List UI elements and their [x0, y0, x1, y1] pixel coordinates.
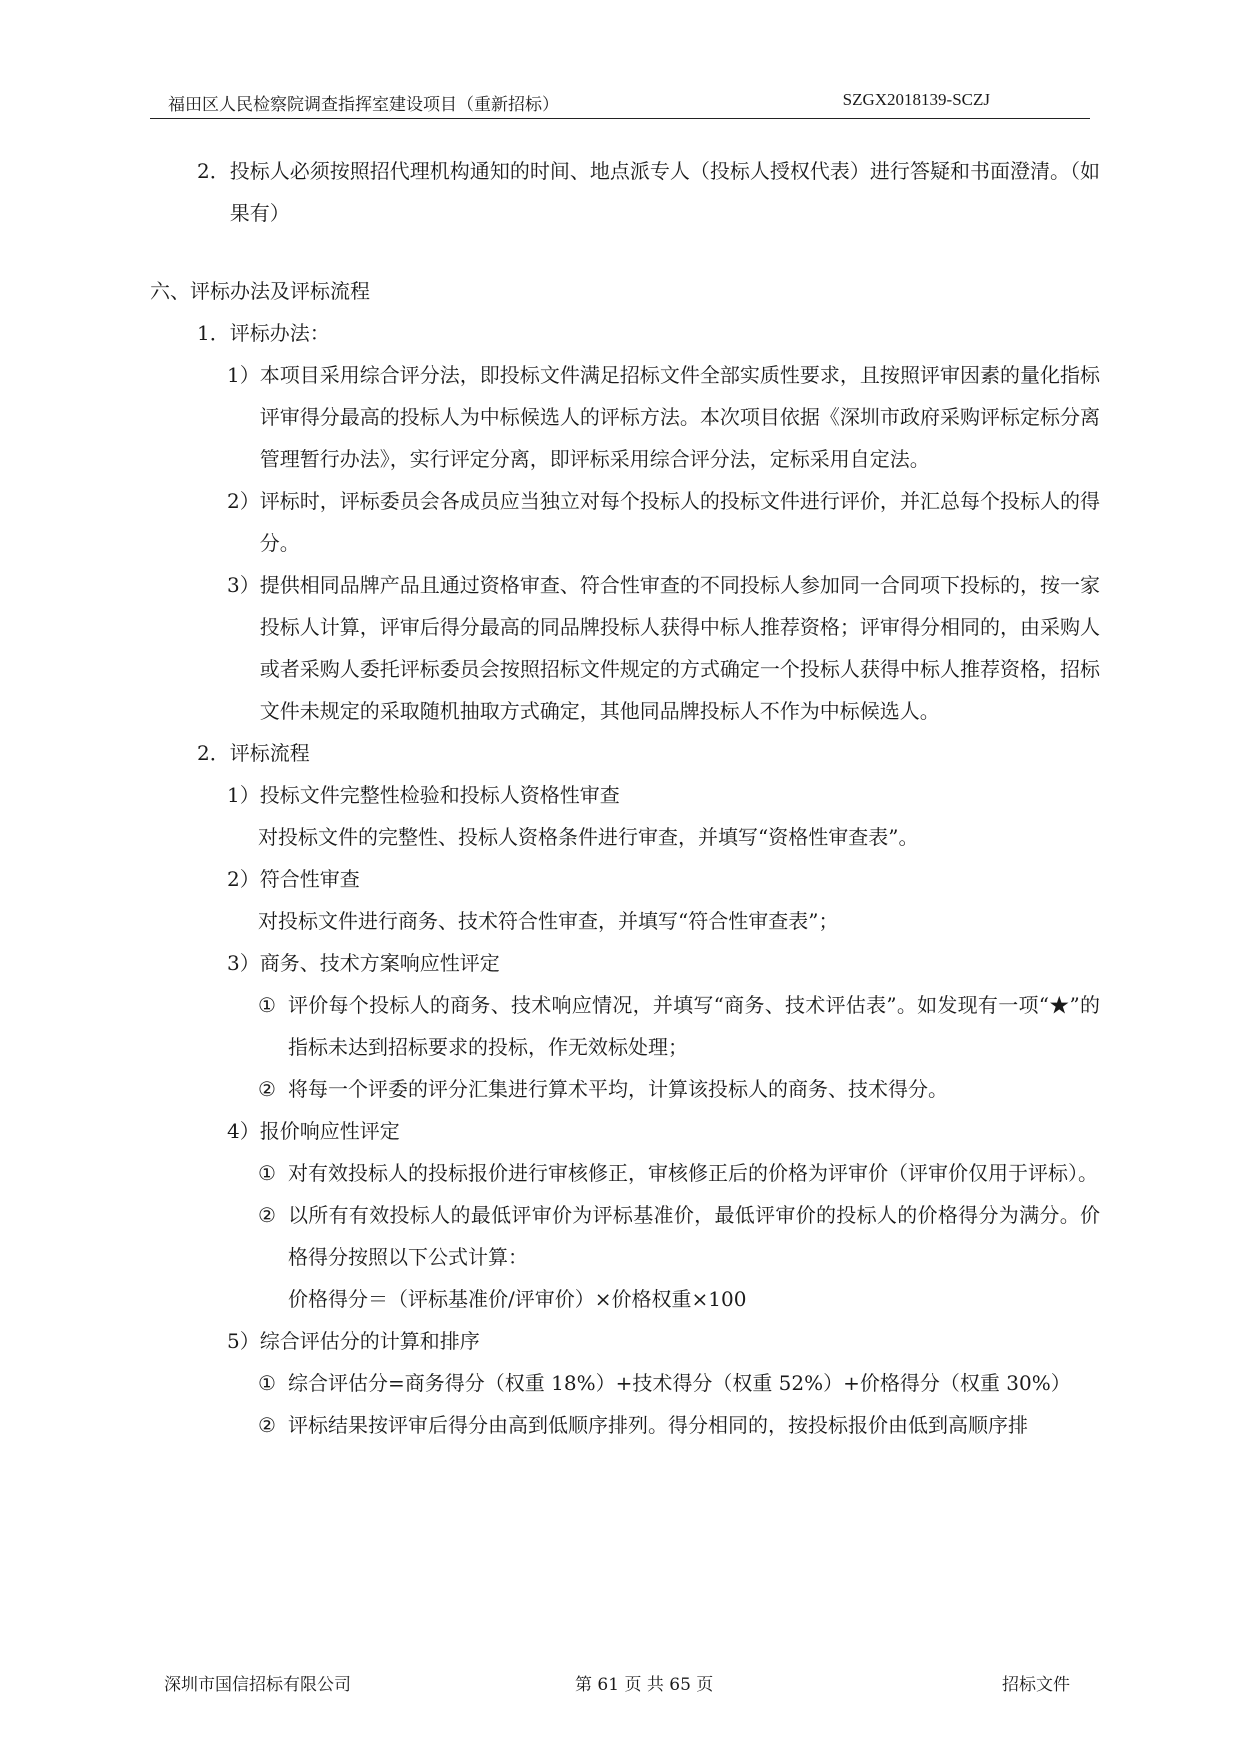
- item-number: ①: [258, 993, 276, 1017]
- page-footer: [150, 1670, 1090, 1700]
- subsection-heading: 1．评标办法：: [197, 321, 330, 345]
- item-text: 将每一个评委的评分汇集进行算术平均，计算该投标人的商务、技术得分。: [288, 1077, 948, 1101]
- step-title: 1）投标文件完整性检验和投标人资格性审查: [227, 783, 620, 807]
- item-text: 投标人必须按照招代理机构通知的时间、地点派专人（投标人授权代表）进行答疑和书面澄清。（如果有）: [229, 159, 1100, 225]
- item-number: ①: [258, 1161, 276, 1185]
- header-project-code: SZGX2018139-SCZJ: [842, 90, 990, 109]
- item-text: 综合评估分=商务得分（权重 18%）+技术得分（权重 52%）+价格得分（权重 30%）: [288, 1371, 1071, 1395]
- step-text: 对投标文件的完整性、投标人资格条件进行审查，并填写“资格性审查表”。: [258, 825, 919, 849]
- list-item: [150, 1068, 1100, 1110]
- item-text: 评价每个投标人的商务、技术响应情况，并填写“商务、技术评估表”。如发现有一项“★”的指标未达到招标要求的投标，作无效标处理；: [288, 993, 1100, 1059]
- list-item: [150, 1152, 1100, 1194]
- footer-doc-type: 招标文件: [1002, 1675, 1070, 1695]
- item-number: ②: [258, 1077, 276, 1101]
- list-item: [150, 1362, 1100, 1404]
- price-formula: 价格得分＝（评标基准价/评审价）×价格权重×100: [288, 1287, 747, 1311]
- step-title: 2）符合性审查: [227, 867, 360, 891]
- list-item: [150, 1194, 1100, 1278]
- item-text: 本项目采用综合评分法，即投标文件满足招标文件全部实质性要求，且按照评审因素的量化指标评审得分最高的投标人为中标候选人的评标方法。本次项目依据《深圳市政府采购评标定标分离管理暂行办法》，实行评定分离，即评标采用综合评分法，定标采用自定法。: [259, 363, 1100, 471]
- list-item: [150, 984, 1100, 1068]
- item-text: 提供相同品牌产品且通过资格审查、符合性审查的不同投标人参加同一合同项下投标的，按一家投标人计算，评审后得分最高的同品牌投标人获得中标人推荐资格；评审得分相同的，由采购人或者采购人委托评标委员会按照招标文件规定的方式确定一个投标人获得中标人推荐资格，招标文件未规定的采取随机抽取方式确定，其他同品牌投标人不作为中标候选人。: [259, 573, 1100, 723]
- item-number: 3）: [227, 573, 260, 597]
- item-number: ②: [258, 1203, 276, 1227]
- item-number: ①: [258, 1371, 276, 1395]
- item-text: 评标结果按评审后得分由高到低顺序排列。得分相同的，按投标报价由低到高顺序排: [288, 1413, 1028, 1437]
- step-title: 4）报价响应性评定: [227, 1119, 400, 1143]
- document-body: [150, 150, 1100, 1446]
- step-text: 对投标文件进行商务、技术符合性审查，并填写“符合性审查表”；: [258, 909, 839, 933]
- list-item: [150, 1404, 1100, 1446]
- item-number: ②: [258, 1413, 276, 1437]
- item-text: 评标时，评标委员会各成员应当独立对每个投标人的投标文件进行评价，并汇总每个投标人的得分。: [259, 489, 1100, 555]
- subsection-heading: 2．评标流程: [197, 741, 310, 765]
- item-number: 2．: [197, 159, 230, 183]
- footer-page-number: 第 61 页 共 65 页: [575, 1675, 714, 1695]
- item-text: 以所有有效投标人的最低评审价为评标基准价，最低评审价的投标人的价格得分为满分。价格得分按照以下公式计算：: [288, 1203, 1100, 1269]
- step-title: 5）综合评估分的计算和排序: [227, 1329, 480, 1353]
- item-text: 对有效投标人的投标报价进行审核修正，审核修正后的价格为评审价（评审价仅用于评标）。: [288, 1161, 1098, 1185]
- item-number: 1）: [227, 363, 260, 387]
- header-project-title: 福田区人民检察院调查指挥室建设项目（重新招标）: [168, 95, 559, 115]
- section-heading: 六、评标办法及评标流程: [150, 279, 370, 303]
- footer-company: 深圳市国信招标有限公司: [164, 1675, 351, 1695]
- step-title: 3）商务、技术方案响应性评定: [227, 951, 500, 975]
- page-header: [150, 88, 1090, 119]
- list-item: [150, 564, 1100, 732]
- item-number: 2）: [227, 489, 260, 513]
- list-item: [150, 480, 1100, 564]
- paragraph-clarification: [150, 150, 1100, 234]
- list-item: [150, 354, 1100, 480]
